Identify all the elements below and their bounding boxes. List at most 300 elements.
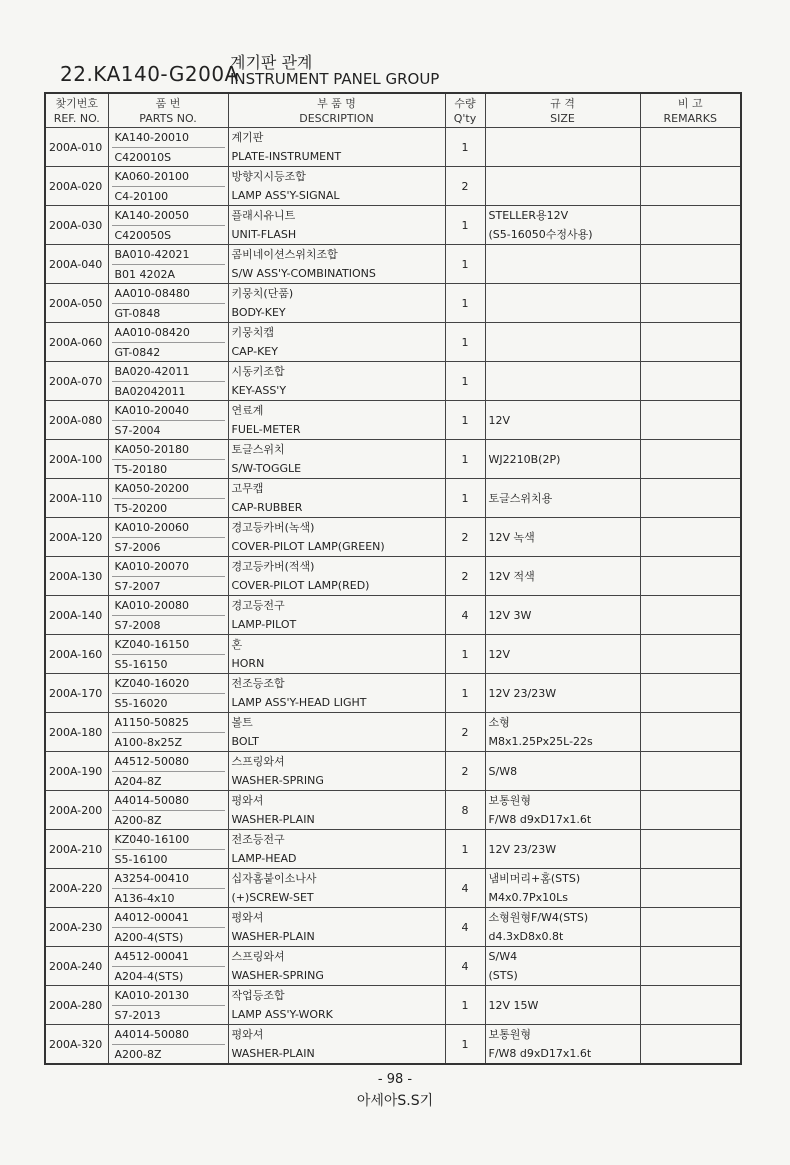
- description-english: WASHER-PLAIN: [231, 930, 315, 943]
- description-english: S/W-TOGGLE: [231, 462, 302, 475]
- part-number-new: A4512-50080: [112, 752, 225, 772]
- group-title-korean: 계기판 관계: [230, 53, 313, 72]
- description-korean: 경고등전구: [231, 599, 285, 612]
- size: [485, 557, 640, 596]
- size: [485, 635, 640, 674]
- group-code: 22.KA140-G200A: [60, 62, 239, 86]
- ref-number: 200A-280: [45, 986, 108, 1025]
- table-row: [45, 440, 741, 479]
- part-number-new: BA010-42021: [112, 245, 225, 265]
- description: [228, 557, 445, 596]
- description-korean: 시동키조합: [231, 365, 285, 378]
- description: [228, 479, 445, 518]
- description-english: S/W ASS'Y-COMBINATIONS: [231, 267, 376, 280]
- part-number: [108, 557, 228, 596]
- description-english: BOLT: [231, 735, 259, 748]
- description-korean: 방향지시등조합: [231, 170, 306, 183]
- size: [485, 674, 640, 713]
- description: [228, 518, 445, 557]
- size: [485, 986, 640, 1025]
- quantity: 2: [445, 518, 485, 557]
- part-number-new: A4012-00041: [112, 908, 225, 928]
- part-number-old: GT-0842: [114, 346, 161, 359]
- remarks: [640, 986, 741, 1025]
- part-number: [108, 167, 228, 206]
- remarks: [640, 167, 741, 206]
- part-number-new: KA010-20130: [112, 986, 225, 1006]
- ref-number: 200A-240: [45, 947, 108, 986]
- quantity: 1: [445, 674, 485, 713]
- part-number-new: KA010-20060: [112, 518, 225, 538]
- quantity: 1: [445, 206, 485, 245]
- quantity: 1: [445, 986, 485, 1025]
- description-english: WASHER-PLAIN: [231, 813, 315, 826]
- remarks: [640, 557, 741, 596]
- remarks: [640, 362, 741, 401]
- part-number-old: S5-16100: [114, 853, 168, 866]
- quantity: 1: [445, 479, 485, 518]
- size-line-1: 12V 3W: [488, 608, 532, 622]
- size-line-1: STELLER용12V: [488, 209, 569, 222]
- ref-number: 200A-030: [45, 206, 108, 245]
- size-line-1: 12V 23/23W: [488, 842, 557, 856]
- col-header-qty: 수량 Q'ty: [445, 93, 485, 128]
- ref-number: 200A-040: [45, 245, 108, 284]
- size-line-1: 보통원형: [488, 1028, 532, 1041]
- description: [228, 986, 445, 1025]
- size: [485, 362, 640, 401]
- part-number-old: BA02042011: [114, 385, 186, 398]
- quantity: 8: [445, 791, 485, 830]
- remarks: [640, 869, 741, 908]
- ref-number: 200A-220: [45, 869, 108, 908]
- col-header-remarks: 비 고 REMARKS: [640, 93, 741, 128]
- col-header-description: 부 품 명 DESCRIPTION: [228, 93, 445, 128]
- ref-number: 200A-180: [45, 713, 108, 752]
- description-english: WASHER-SPRING: [231, 969, 324, 982]
- quantity: 1: [445, 323, 485, 362]
- size-line-2: F/W8 d9xD17x1.6t: [488, 813, 592, 826]
- size: [485, 440, 640, 479]
- size: [485, 869, 640, 908]
- table-row: [45, 713, 741, 752]
- table-row: [45, 128, 741, 167]
- company-name: 아세아S.S기: [356, 1093, 434, 1109]
- part-number: [108, 362, 228, 401]
- part-number-new: A4014-50080: [112, 1025, 225, 1045]
- part-number-old: A136-4x10: [114, 892, 175, 905]
- table-row: [45, 908, 741, 947]
- description: [228, 401, 445, 440]
- part-number-new: KZ040-16100: [112, 830, 225, 850]
- description-english: UNIT-FLASH: [231, 228, 297, 241]
- table-row: [45, 167, 741, 206]
- description-korean: 전조등조합: [231, 677, 285, 690]
- group-title-english: INSTRUMENT PANEL GROUP: [230, 70, 440, 88]
- part-number: [108, 1025, 228, 1065]
- size-line-1: S/W4: [488, 950, 518, 963]
- table-row: [45, 557, 741, 596]
- part-number: [108, 518, 228, 557]
- description-korean: 십자홈붙이소나사: [231, 872, 317, 885]
- remarks: [640, 323, 741, 362]
- table-row: [45, 323, 741, 362]
- part-number-old: S5-16020: [114, 697, 168, 710]
- part-number-old: A200-4(STS): [114, 931, 184, 944]
- part-number-old: S5-16150: [114, 658, 168, 671]
- ref-number: 200A-170: [45, 674, 108, 713]
- description-korean: 플래시유니트: [231, 209, 296, 222]
- ref-number: 200A-020: [45, 167, 108, 206]
- ref-number: 200A-060: [45, 323, 108, 362]
- size: [485, 596, 640, 635]
- ref-number: 200A-010: [45, 128, 108, 167]
- remarks: [640, 635, 741, 674]
- part-number-new: KA060-20100: [112, 167, 225, 187]
- col-header-parts: 품 번 PARTS NO.: [108, 93, 228, 128]
- part-number-old: S7-2007: [114, 580, 161, 593]
- size-line-1: S/W8: [488, 764, 518, 778]
- description-english: KEY-ASS'Y: [231, 384, 287, 397]
- ref-number: 200A-110: [45, 479, 108, 518]
- table-row: [45, 1025, 741, 1065]
- remarks: [640, 596, 741, 635]
- size-line-1: 12V: [488, 413, 511, 427]
- description: [228, 830, 445, 869]
- size-line-1: 소형: [488, 716, 510, 729]
- ref-number: 200A-160: [45, 635, 108, 674]
- part-number-new: KA140-20050: [112, 206, 225, 226]
- remarks: [640, 206, 741, 245]
- remarks: [640, 284, 741, 323]
- description-korean: 평와셔: [231, 1028, 264, 1041]
- description: [228, 362, 445, 401]
- size-line-1: 12V 녹색: [488, 530, 535, 544]
- size: [485, 947, 640, 986]
- description-korean: 혼: [231, 638, 243, 651]
- part-number-old: C420010S: [114, 151, 172, 164]
- quantity: 1: [445, 362, 485, 401]
- description-korean: 경고등카버(녹색): [231, 521, 315, 534]
- description-english: FUEL-METER: [231, 423, 301, 436]
- description: [228, 440, 445, 479]
- table-row: [45, 245, 741, 284]
- description-korean: 스프링와셔: [231, 755, 285, 768]
- table-row: [45, 947, 741, 986]
- part-number: [108, 479, 228, 518]
- part-number: [108, 674, 228, 713]
- size-line-1: WJ2210B(2P): [488, 452, 561, 466]
- table-row: [45, 869, 741, 908]
- size: [485, 167, 640, 206]
- remarks: [640, 1025, 741, 1065]
- part-number-new: BA020-42011: [112, 362, 225, 382]
- description-korean: 전조등전구: [231, 833, 285, 846]
- size-line-2: (S5-16050수정사용): [488, 228, 593, 241]
- remarks: [640, 128, 741, 167]
- quantity: 1: [445, 401, 485, 440]
- part-number: [108, 752, 228, 791]
- description-korean: 토글스위치: [231, 443, 285, 456]
- remarks: [640, 479, 741, 518]
- description-english: WASHER-SPRING: [231, 774, 324, 787]
- part-number-old: C420050S: [114, 229, 172, 242]
- size-line-2: d4.3xD8x0.8t: [488, 930, 564, 943]
- part-number: [108, 440, 228, 479]
- description-english: LAMP ASS'Y-WORK: [231, 1008, 333, 1021]
- page-number: - 98 -: [377, 1072, 413, 1087]
- size-line-1: 12V: [488, 647, 511, 661]
- description-english: HORN: [231, 657, 265, 670]
- size-line-1: 냄비머리+홈(STS): [488, 872, 581, 885]
- description: [228, 908, 445, 947]
- size: [485, 791, 640, 830]
- description: [228, 128, 445, 167]
- table-header-row: [45, 93, 741, 128]
- quantity: 2: [445, 713, 485, 752]
- size-line-2: M4x0.7Px10Ls: [488, 891, 568, 904]
- description: [228, 167, 445, 206]
- size: [485, 206, 640, 245]
- remarks: [640, 947, 741, 986]
- ref-number: 200A-080: [45, 401, 108, 440]
- table-row: [45, 752, 741, 791]
- ref-number: 200A-140: [45, 596, 108, 635]
- description-english: PLATE-INSTRUMENT: [231, 150, 342, 163]
- part-number-old: A204-8Z: [114, 775, 162, 788]
- description-korean: 키뭉치캡: [231, 326, 275, 339]
- col-header-ref: 찾기번호 REF. NO.: [45, 93, 108, 128]
- description: [228, 596, 445, 635]
- description-english: CAP-KEY: [231, 345, 278, 358]
- quantity: 1: [445, 440, 485, 479]
- part-number-old: A200-8Z: [114, 814, 162, 827]
- description: [228, 206, 445, 245]
- quantity: 4: [445, 908, 485, 947]
- ref-number: 200A-200: [45, 791, 108, 830]
- ref-number: 200A-100: [45, 440, 108, 479]
- part-number-old: C4-20100: [114, 190, 169, 203]
- size: [485, 752, 640, 791]
- part-number-new: KA050-20200: [112, 479, 225, 499]
- part-number-old: S7-2006: [114, 541, 161, 554]
- quantity: 4: [445, 596, 485, 635]
- table-row: [45, 986, 741, 1025]
- description-english: COVER-PILOT LAMP(GREEN): [231, 540, 385, 553]
- size: [485, 713, 640, 752]
- remarks: [640, 908, 741, 947]
- table-row: [45, 401, 741, 440]
- remarks: [640, 518, 741, 557]
- ref-number: 200A-190: [45, 752, 108, 791]
- ref-number: 200A-120: [45, 518, 108, 557]
- remarks: [640, 674, 741, 713]
- part-number-old: T5-20200: [114, 502, 168, 515]
- table-row: [45, 206, 741, 245]
- part-number: [108, 596, 228, 635]
- description: [228, 869, 445, 908]
- parts-table: [44, 92, 742, 1065]
- description: [228, 713, 445, 752]
- size: [485, 128, 640, 167]
- part-number-new: AA010-08420: [112, 323, 225, 343]
- part-number: [108, 830, 228, 869]
- remarks: [640, 830, 741, 869]
- remarks: [640, 245, 741, 284]
- remarks: [640, 752, 741, 791]
- part-number-new: KZ040-16150: [112, 635, 225, 655]
- part-number-new: KA140-20010: [112, 128, 225, 148]
- part-number: [108, 245, 228, 284]
- description: [228, 284, 445, 323]
- description: [228, 1025, 445, 1065]
- part-number-new: AA010-08480: [112, 284, 225, 304]
- table-row: [45, 635, 741, 674]
- part-number-old: GT-0848: [114, 307, 161, 320]
- table-row: [45, 362, 741, 401]
- part-number-old: B01 4202A: [114, 268, 176, 281]
- table-row: [45, 596, 741, 635]
- part-number: [108, 713, 228, 752]
- part-number-old: A204-4(STS): [114, 970, 184, 983]
- remarks: [640, 440, 741, 479]
- size-line-1: 12V 23/23W: [488, 686, 557, 700]
- part-number-old: S7-2008: [114, 619, 161, 632]
- part-number-new: A3254-00410: [112, 869, 225, 889]
- part-number: [108, 323, 228, 362]
- description: [228, 674, 445, 713]
- description: [228, 791, 445, 830]
- ref-number: 200A-130: [45, 557, 108, 596]
- size: [485, 245, 640, 284]
- description-korean: 고무캡: [231, 482, 264, 495]
- description-korean: 경고등카버(적색): [231, 560, 315, 573]
- part-number: [108, 206, 228, 245]
- description-korean: 평와셔: [231, 794, 264, 807]
- size-line-1: 12V 적색: [488, 569, 535, 583]
- size-line-1: 토글스위치용: [488, 491, 553, 505]
- quantity: 2: [445, 752, 485, 791]
- size: [485, 830, 640, 869]
- quantity: 1: [445, 830, 485, 869]
- part-number-new: A4512-00041: [112, 947, 225, 967]
- description-korean: 콤비네이션스위치조합: [231, 248, 338, 261]
- description-english: COVER-PILOT LAMP(RED): [231, 579, 370, 592]
- size: [485, 284, 640, 323]
- part-number: [108, 947, 228, 986]
- size: [485, 518, 640, 557]
- description-korean: 스프링와셔: [231, 950, 285, 963]
- description-english: LAMP ASS'Y-SIGNAL: [231, 189, 340, 202]
- size-line-2: M8x1.25Px25L-22s: [488, 735, 593, 748]
- part-number-new: KA010-20070: [112, 557, 225, 577]
- part-number-old: A100-8x25Z: [114, 736, 183, 749]
- part-number-old: S7-2004: [114, 424, 161, 437]
- size-line-1: 12V 15W: [488, 998, 539, 1012]
- description-korean: 평와셔: [231, 911, 264, 924]
- description-korean: 키뭉치(단품): [231, 287, 294, 300]
- size: [485, 323, 640, 362]
- part-number: [108, 791, 228, 830]
- remarks: [640, 791, 741, 830]
- description-english: WASHER-PLAIN: [231, 1047, 315, 1060]
- quantity: 1: [445, 1025, 485, 1065]
- quantity: 1: [445, 635, 485, 674]
- remarks: [640, 401, 741, 440]
- part-number-new: KA010-20080: [112, 596, 225, 616]
- part-number-new: KA010-20040: [112, 401, 225, 421]
- page-header: [60, 50, 760, 92]
- table-row: [45, 479, 741, 518]
- quantity: 1: [445, 245, 485, 284]
- table-row: [45, 284, 741, 323]
- table-row: [45, 518, 741, 557]
- table-row: [45, 791, 741, 830]
- size: [485, 1025, 640, 1065]
- part-number-old: T5-20180: [114, 463, 168, 476]
- description-korean: 계기판: [231, 131, 264, 144]
- ref-number: 200A-050: [45, 284, 108, 323]
- part-number: [108, 869, 228, 908]
- part-number-old: A200-8Z: [114, 1048, 162, 1061]
- description-english: LAMP-HEAD: [231, 852, 297, 865]
- quantity: 2: [445, 167, 485, 206]
- description: [228, 752, 445, 791]
- description-english: (+)SCREW-SET: [231, 891, 314, 904]
- description: [228, 947, 445, 986]
- size-line-2: (STS): [488, 969, 518, 982]
- table-row: [45, 674, 741, 713]
- description-english: LAMP ASS'Y-HEAD LIGHT: [231, 696, 367, 709]
- col-header-size: 규 격 SIZE: [485, 93, 640, 128]
- part-number: [108, 401, 228, 440]
- ref-number: 200A-230: [45, 908, 108, 947]
- part-number-new: A4014-50080: [112, 791, 225, 811]
- size-line-1: 소형원형F/W4(STS): [488, 911, 589, 924]
- part-number: [108, 635, 228, 674]
- description: [228, 323, 445, 362]
- ref-number: 200A-320: [45, 1025, 108, 1065]
- part-number: [108, 128, 228, 167]
- quantity: 4: [445, 869, 485, 908]
- table-row: [45, 830, 741, 869]
- part-number-new: KA050-20180: [112, 440, 225, 460]
- part-number-new: A1150-50825: [112, 713, 225, 733]
- quantity: 1: [445, 128, 485, 167]
- ref-number: 200A-070: [45, 362, 108, 401]
- quantity: 2: [445, 557, 485, 596]
- quantity: 4: [445, 947, 485, 986]
- part-number-new: KZ040-16020: [112, 674, 225, 694]
- part-number: [108, 986, 228, 1025]
- part-number-old: S7-2013: [114, 1009, 161, 1022]
- description-korean: 연료계: [231, 404, 264, 417]
- description-english: LAMP-PILOT: [231, 618, 297, 631]
- quantity: 1: [445, 284, 485, 323]
- ref-number: 200A-210: [45, 830, 108, 869]
- description-english: BODY-KEY: [231, 306, 286, 319]
- description-korean: 작업등조합: [231, 989, 285, 1002]
- part-number: [108, 284, 228, 323]
- size-line-2: F/W8 d9xD17x1.6t: [488, 1047, 592, 1060]
- description: [228, 635, 445, 674]
- part-number: [108, 908, 228, 947]
- description-english: CAP-RUBBER: [231, 501, 303, 514]
- size: [485, 479, 640, 518]
- description-korean: 볼트: [231, 716, 253, 729]
- size: [485, 401, 640, 440]
- size-line-1: 보통원형: [488, 794, 532, 807]
